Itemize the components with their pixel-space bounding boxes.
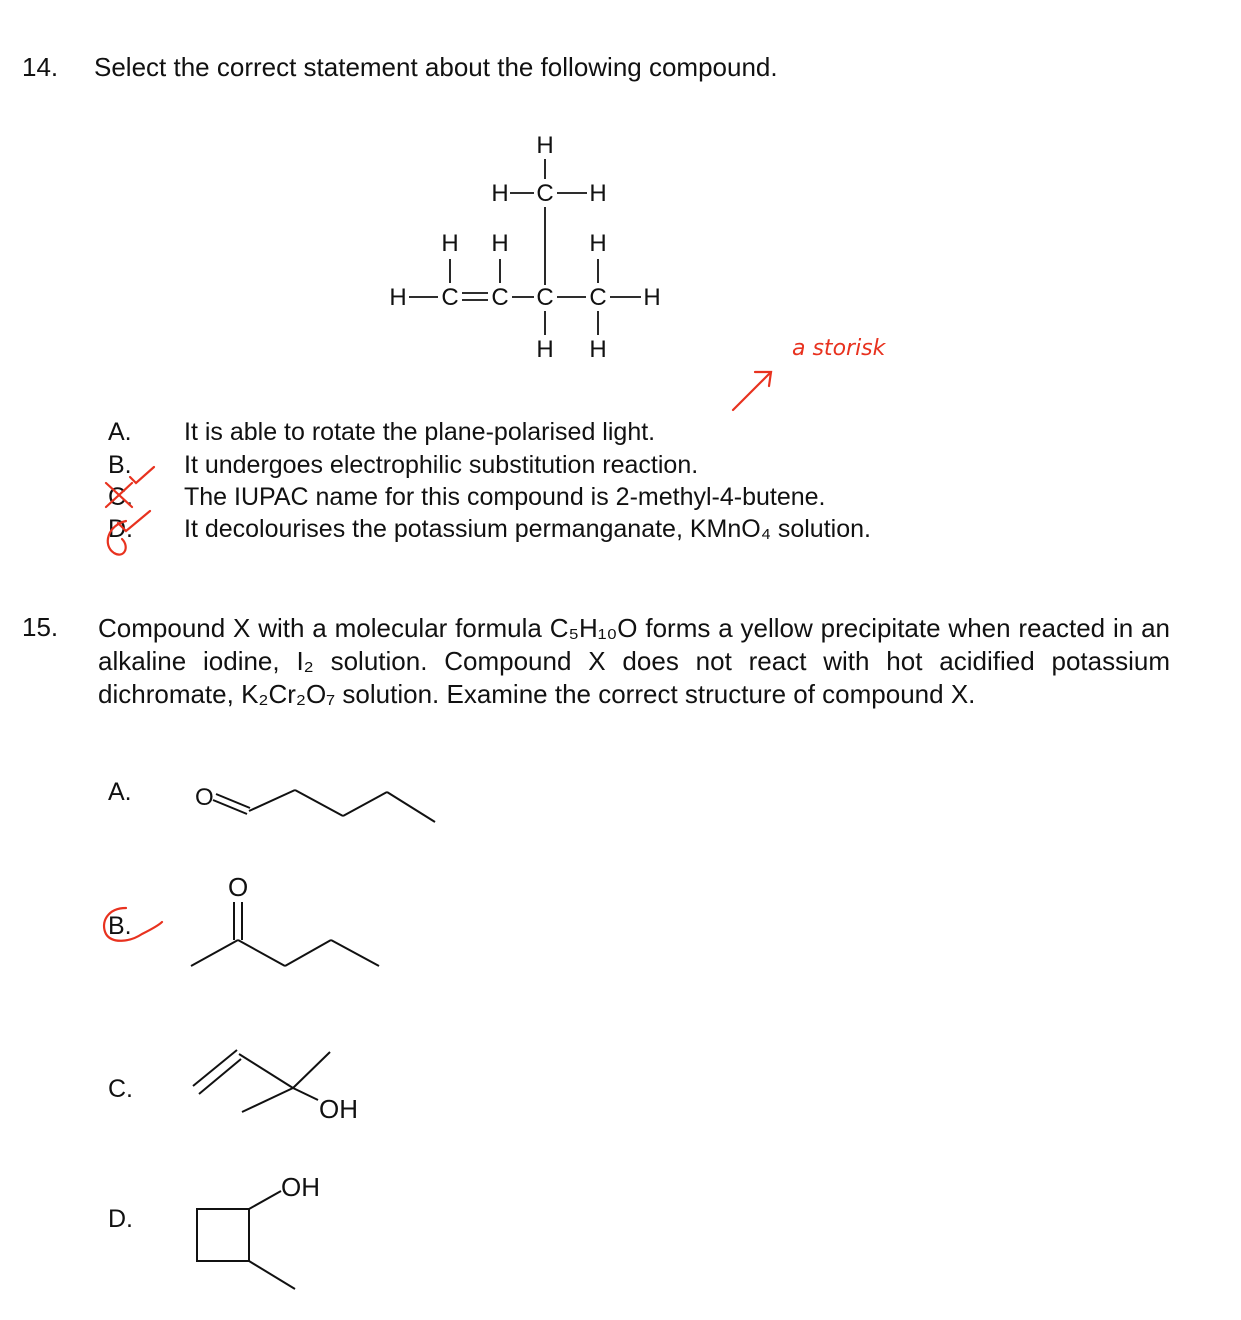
q14-red-marks [96, 455, 166, 585]
atom-h-top: H [536, 132, 554, 159]
q14-option-a-text: It is able to rotate the plane-polarised light. [184, 418, 656, 446]
atom-c-methyl: C [536, 180, 554, 207]
q14-option-d-text: It decolourises the potassium permanganate, KMnO₄ solution. [184, 515, 871, 543]
q15-structure-a [185, 770, 445, 835]
atom-h-c4-down: H [589, 336, 607, 363]
q14-option-b-text: It undergoes electrophilic substitution reaction. [184, 451, 699, 479]
atom-c1: C [441, 284, 459, 311]
q15-option-a-letter: A. [108, 778, 132, 806]
q15-number: 15. [22, 612, 59, 642]
q14-number: 14. [22, 52, 59, 82]
atom-h-c2-up: H [491, 230, 509, 257]
q15-structure-c [185, 1040, 385, 1130]
handwritten-note: a storisk [792, 336, 886, 361]
q14-option-b-letter: B. [108, 451, 132, 479]
q14-option-c-letter: C. [108, 483, 133, 511]
atom-h-left: H [389, 284, 407, 311]
q15-option-d-letter: D. [108, 1205, 133, 1233]
q15-c-hydroxyl: OH [319, 1094, 358, 1124]
q15-structure-d [185, 1165, 335, 1295]
q15-question: Compound X with a molecular formula C₅H₁₀O forms a yellow precipitate when reacted in an alkaline iodine, I₂ solution. Compound X does not react with hot acidified potassium dichromate, K₂Cr₂O₇ solution. Examine the correct structure of compound X. [98, 613, 1170, 709]
q15-a-oxygen: O [195, 784, 214, 811]
q14-question: Select the correct statement about the following compound. [94, 52, 778, 82]
q15-option-b-circle [96, 902, 166, 948]
q14-option-a-letter: A. [108, 418, 132, 446]
q14-structure [380, 125, 680, 370]
atom-h-methyl-left: H [491, 180, 509, 207]
atom-h-right: H [643, 284, 661, 311]
q14-option-d-letter: D. [108, 515, 133, 543]
q14-option-c-text: The IUPAC name for this compound is 2-methyl-4-butene. [184, 483, 826, 511]
atom-h-methyl-right: H [589, 180, 607, 207]
q15-d-hydroxyl: OH [281, 1172, 320, 1202]
handwritten-arrow [725, 362, 785, 417]
q15-option-c-letter: C. [108, 1075, 133, 1103]
atom-h-c3-down: H [536, 336, 554, 363]
atom-c2: C [491, 284, 509, 311]
q15-option-b-letter: B. [108, 912, 132, 940]
q15-structure-b [185, 868, 395, 978]
q15-b-oxygen: O [228, 872, 249, 902]
atom-h-c1-up: H [441, 230, 459, 257]
atom-c4: C [589, 284, 607, 311]
atom-c3: C [536, 284, 554, 311]
atom-h-c4-up: H [589, 230, 607, 257]
